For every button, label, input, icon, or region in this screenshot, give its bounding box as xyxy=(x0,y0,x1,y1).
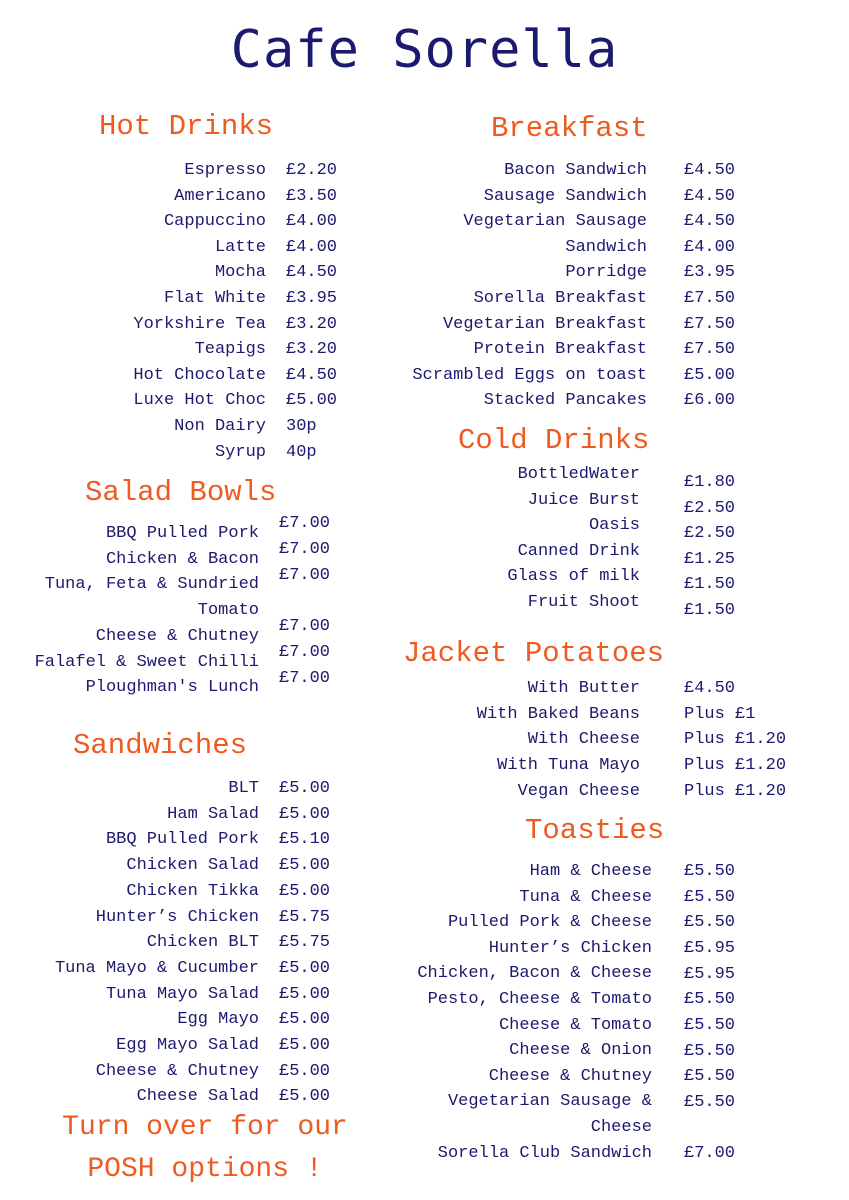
item-price: £4.00 xyxy=(684,237,736,257)
item-price: £4.50 xyxy=(684,186,736,206)
item-name: Bacon Sandwich xyxy=(504,161,647,180)
item-name: Juice Burst xyxy=(527,490,640,510)
item-name: Yorkshire Tea xyxy=(133,314,266,334)
item-name: Ham Salad xyxy=(167,804,259,824)
item-name: Tuna Mayo Salad xyxy=(105,984,259,1004)
item-name: Ploughman's Lunch xyxy=(85,678,259,698)
item-name: Latte xyxy=(214,237,266,257)
item-price: £3.95 xyxy=(684,263,736,283)
heading-breakfast: Breakfast xyxy=(491,112,648,145)
item-price: £5.50 xyxy=(684,1093,736,1112)
item-price: £4.00 xyxy=(286,212,338,232)
item-price: £5.00 xyxy=(279,1010,331,1030)
item-price: £7.00 xyxy=(279,540,331,559)
item-name: Syrup xyxy=(214,442,266,462)
item-name: Hunter’s Chicken xyxy=(95,907,259,927)
item-name: Tuna & Cheese xyxy=(519,887,652,907)
item-name: Chicken BLT xyxy=(146,933,259,953)
item-name: Tomato xyxy=(197,601,259,621)
item-price: £5.50 xyxy=(684,1016,736,1035)
item-name: With Baked Beans xyxy=(476,704,640,724)
item-price: £6.00 xyxy=(684,391,736,411)
item-name: Protein Breakfast xyxy=(473,340,647,360)
item-price: £5.50 xyxy=(684,1067,736,1086)
item-price: £5.50 xyxy=(684,913,736,932)
item-price: £5.75 xyxy=(279,933,331,953)
item-price: £4.00 xyxy=(286,237,338,257)
item-name: Porridge xyxy=(565,263,647,283)
item-name: BLT xyxy=(228,779,259,798)
item-name: BBQ Pulled Pork xyxy=(105,524,259,543)
item-price: £4.50 xyxy=(286,263,338,283)
item-name: Mocha xyxy=(214,263,266,283)
item-price: £1.80 xyxy=(684,473,736,492)
item-price: £5.50 xyxy=(684,1042,736,1061)
item-name: Scrambled Eggs on toast xyxy=(412,365,647,385)
item-name: Pesto, Cheese & Tomato xyxy=(427,990,652,1009)
item-price: £5.00 xyxy=(279,1087,331,1107)
menu-title: Cafe Sorella xyxy=(230,20,619,80)
item-name: Luxe Hot Choc xyxy=(133,391,266,411)
item-name: BBQ Pulled Pork xyxy=(105,830,259,850)
item-name: Canned Drink xyxy=(517,541,640,561)
item-price: £2.50 xyxy=(684,524,736,544)
item-price: £7.00 xyxy=(279,514,331,533)
item-price: £5.00 xyxy=(279,984,331,1004)
item-price: £5.50 xyxy=(684,990,736,1009)
item-name: Sorella Breakfast xyxy=(473,289,647,308)
item-name: Falafel & Sweet Chilli xyxy=(34,652,259,672)
item-name: Vegan Cheese xyxy=(517,781,640,801)
item-price: £7.50 xyxy=(684,289,736,308)
item-name: Sausage Sandwich xyxy=(483,186,647,206)
item-name: Tuna Mayo & Cucumber xyxy=(54,958,259,978)
item-price: £7.50 xyxy=(684,340,736,360)
item-price: £7.00 xyxy=(279,566,331,585)
item-name: Fruit Shoot xyxy=(527,593,640,612)
item-price: Plus £1.20 xyxy=(684,781,787,801)
item-price: Plus £1.20 xyxy=(684,756,787,776)
item-price: £1.25 xyxy=(684,549,736,569)
item-price: £5.00 xyxy=(279,881,331,901)
item-name: Chicken, Bacon & Cheese xyxy=(417,964,652,984)
item-price: £5.00 xyxy=(279,1036,331,1055)
item-price: £5.75 xyxy=(279,907,331,927)
item-price: £3.95 xyxy=(286,289,338,308)
item-price: £7.00 xyxy=(684,1144,736,1163)
item-name: Egg Mayo Salad xyxy=(116,1036,259,1055)
item-name: Cheese & Onion xyxy=(509,1041,652,1061)
item-price: £5.50 xyxy=(684,888,736,907)
item-price: £5.00 xyxy=(279,958,331,978)
item-name: Hunter’s Chicken xyxy=(488,938,652,958)
heading-salad-bowls: Salad Bowls xyxy=(85,476,277,509)
item-price: £4.50 xyxy=(684,212,736,232)
item-name: Stacked Pancakes xyxy=(483,391,647,411)
heading-jacket-potatoes: Jacket Potatoes xyxy=(403,637,665,670)
item-price: £2.20 xyxy=(286,161,338,180)
item-price: £1.50 xyxy=(684,601,736,620)
item-price: £7.00 xyxy=(279,643,331,662)
item-name: Cheese Salad xyxy=(136,1087,259,1107)
item-name: Ham & Cheese xyxy=(529,862,652,881)
item-price: £5.00 xyxy=(286,391,338,411)
item-name: Cheese xyxy=(590,1118,652,1137)
item-name: Chicken Salad xyxy=(126,856,259,876)
item-price: £7.00 xyxy=(279,617,331,636)
item-price: £2.50 xyxy=(684,498,736,518)
item-name: Sorella Club Sandwich xyxy=(437,1143,652,1163)
item-price: 40p xyxy=(286,442,317,462)
item-name: Teapigs xyxy=(194,340,266,360)
item-price: £5.00 xyxy=(279,804,331,824)
item-name: Cheese & Chutney xyxy=(488,1066,652,1086)
item-name: BottledWater xyxy=(517,465,640,484)
item-name: Hot Chocolate xyxy=(133,365,266,385)
item-name: With Cheese xyxy=(527,730,640,750)
item-price: £3.20 xyxy=(286,340,338,360)
item-price: £4.50 xyxy=(684,161,736,180)
item-name: Americano xyxy=(174,186,266,206)
item-price: £4.50 xyxy=(684,679,736,698)
item-name: Espresso xyxy=(184,161,266,180)
item-price: £5.00 xyxy=(684,365,736,385)
item-name: Egg Mayo xyxy=(177,1010,259,1030)
item-price: Plus £1 xyxy=(684,704,756,724)
item-name: Cheese & Chutney xyxy=(95,1061,259,1081)
item-name: Vegetarian Breakfast xyxy=(442,314,647,334)
item-name: Chicken & Bacon xyxy=(105,549,259,569)
item-price: £5.00 xyxy=(279,779,331,798)
item-price: £4.50 xyxy=(286,365,338,385)
footer-line-1: Turn over for our xyxy=(62,1112,348,1143)
item-name: Tuna, Feta & Sundried xyxy=(44,575,259,595)
item-name: Pulled Pork & Cheese xyxy=(447,913,652,933)
item-name: Glass of milk xyxy=(507,567,640,587)
item-name: Cheese & Tomato xyxy=(498,1015,652,1035)
item-name: Cheese & Chutney xyxy=(95,626,259,646)
item-price: £1.50 xyxy=(684,575,736,595)
item-name: Sandwich xyxy=(565,237,647,257)
heading-cold-drinks: Cold Drinks xyxy=(458,424,650,457)
item-price: £5.95 xyxy=(684,965,736,984)
item-name: With Butter xyxy=(527,679,640,698)
item-price: £5.10 xyxy=(279,830,331,850)
item-name: Chicken Tikka xyxy=(126,881,259,901)
item-name: Vegetarian Sausage xyxy=(463,212,647,232)
footer-line-2: POSH options ! xyxy=(87,1154,323,1185)
item-price: £3.20 xyxy=(286,314,338,334)
item-price: Plus £1.20 xyxy=(684,730,787,750)
item-name: Non Dairy xyxy=(174,417,266,436)
item-name: Oasis xyxy=(588,516,640,536)
item-name: Cappuccino xyxy=(163,212,266,232)
item-name: Flat White xyxy=(163,289,266,308)
item-price: £5.00 xyxy=(279,856,331,876)
item-price: £3.50 xyxy=(286,186,338,206)
heading-hot-drinks: Hot Drinks xyxy=(99,110,274,143)
heading-sandwiches: Sandwiches xyxy=(73,729,248,762)
item-price: £7.00 xyxy=(279,669,331,688)
item-name: With Tuna Mayo xyxy=(497,756,640,776)
item-price: £5.50 xyxy=(684,862,736,881)
item-price: £5.95 xyxy=(684,939,736,958)
heading-toasties: Toasties xyxy=(525,814,665,847)
item-name: Vegetarian Sausage & xyxy=(447,1092,652,1112)
item-price: 30p xyxy=(286,417,317,436)
item-price: £5.00 xyxy=(279,1061,331,1081)
item-price: £7.50 xyxy=(684,314,736,334)
